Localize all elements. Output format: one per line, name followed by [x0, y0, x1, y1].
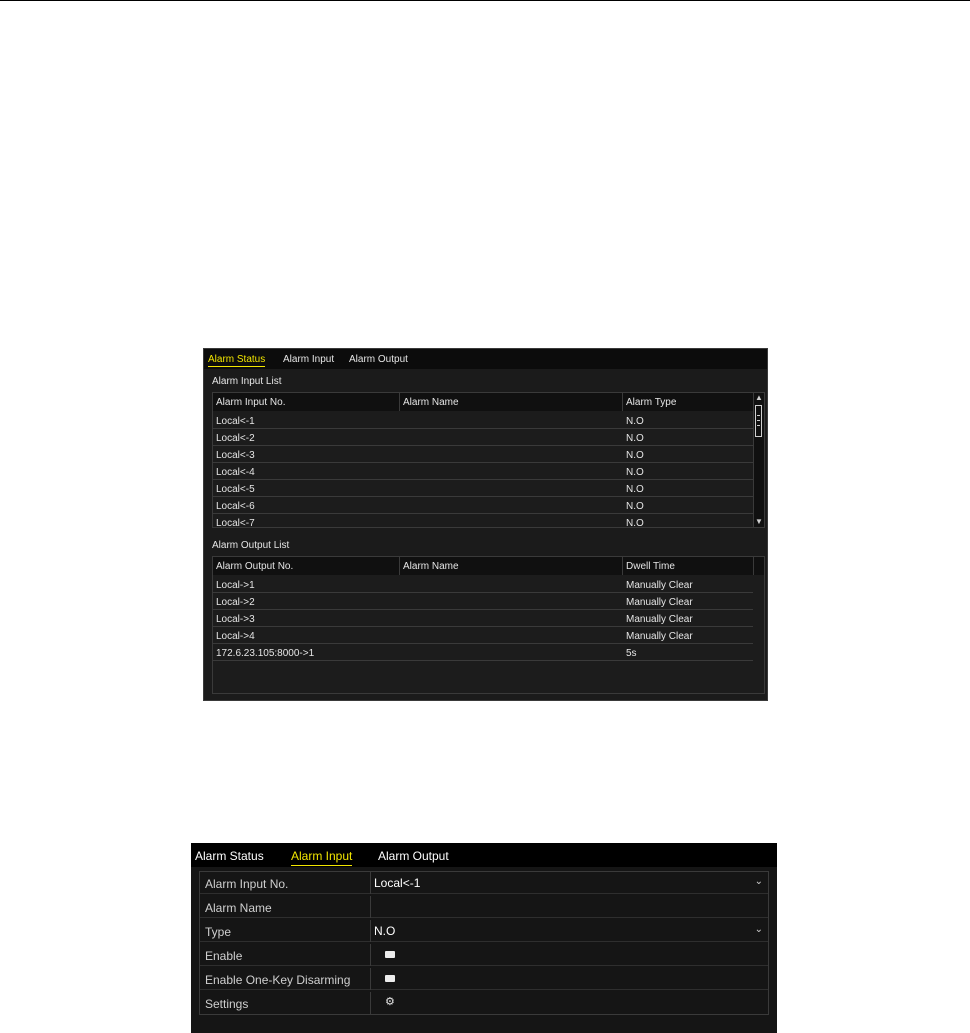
alarm-name-label: Alarm Name [205, 901, 272, 915]
column-divider [622, 557, 623, 575]
column-header-alarm-name[interactable]: Alarm Name [403, 397, 459, 408]
alarm-input-no-cell: Local<-5 [216, 484, 255, 495]
alarm-input-no-cell: Local<-2 [216, 433, 255, 444]
page-top-rule [0, 0, 970, 1]
dwell-time-cell: Manually Clear [626, 614, 693, 625]
alarm-type-cell: N.O [626, 484, 644, 495]
table-row[interactable] [213, 463, 753, 480]
grip-line [757, 415, 760, 416]
tab-alarm-status[interactable]: Alarm Status [208, 354, 266, 365]
field-divider [370, 992, 371, 1014]
tab-alarm-input[interactable]: Alarm Input [283, 354, 335, 365]
table-row[interactable] [213, 446, 753, 463]
dwell-time-cell: 5s [626, 648, 637, 659]
chevron-down-icon[interactable]: ⌄ [754, 924, 763, 935]
alarm-input-no-cell: Local<-4 [216, 467, 255, 478]
tab-bar [191, 843, 777, 867]
column-header-alarm-name[interactable]: Alarm Name [403, 561, 459, 572]
alarm-input-no-cell: Local<-6 [216, 501, 255, 512]
column-divider [622, 393, 623, 411]
table-row[interactable] [213, 610, 753, 627]
alarm-input-no-label: Alarm Input No. [205, 877, 289, 891]
alarm-input-no-select[interactable] [371, 872, 768, 893]
alarm-input-no-cell: Local<-3 [216, 450, 255, 461]
enable-label: Enable [205, 949, 243, 963]
column-header-alarm-type[interactable]: Alarm Type [626, 397, 677, 408]
field-divider [370, 944, 371, 966]
table-row[interactable] [213, 412, 753, 429]
alarm-output-list-title: Alarm Output List [212, 540, 290, 551]
alarm-output-no-cell: Local->2 [216, 597, 255, 608]
alarm-input-table-header [213, 393, 753, 411]
settings-label: Settings [205, 997, 249, 1011]
dwell-time-cell: Manually Clear [626, 580, 693, 591]
one-key-disarming-row [200, 968, 768, 990]
alarm-output-no-cell: 172.6.23.105:8000->1 [216, 648, 315, 659]
alarm-input-no-row [200, 872, 768, 894]
tab-alarm-output[interactable]: Alarm Output [349, 354, 408, 365]
alarm-input-no-cell: Local<-7 [216, 518, 255, 528]
settings-row [200, 992, 768, 1014]
table-row[interactable] [213, 644, 753, 661]
alarm-status-panel [203, 348, 768, 701]
grip-line [757, 425, 760, 426]
table-row[interactable] [213, 593, 753, 610]
table-row[interactable] [213, 480, 753, 497]
alarm-type-cell: N.O [626, 450, 644, 461]
chevron-down-icon[interactable]: ▼ [755, 517, 763, 526]
one-key-disarming-checkbox[interactable] [385, 975, 395, 982]
table-row[interactable] [213, 429, 753, 446]
tab-bar [204, 349, 767, 369]
table-row[interactable] [213, 514, 753, 528]
column-divider [399, 557, 400, 575]
vertical-scrollbar[interactable] [753, 393, 764, 527]
scrollbar-thumb[interactable] [755, 405, 762, 437]
column-divider [753, 557, 754, 575]
gear-icon[interactable]: ⚙ [385, 996, 395, 1008]
column-header-alarm-input-no[interactable]: Alarm Input No. [216, 397, 286, 408]
tab-alarm-status[interactable]: Alarm Status [195, 849, 264, 863]
alarm-input-no-value: Local<-1 [374, 876, 421, 890]
table-row[interactable] [213, 627, 753, 644]
alarm-input-table [212, 392, 765, 528]
one-key-disarming-label: Enable One-Key Disarming [205, 973, 351, 987]
enable-checkbox[interactable] [385, 951, 395, 958]
type-row [200, 920, 768, 942]
chevron-up-icon[interactable]: ▲ [755, 393, 763, 402]
dwell-time-cell: Manually Clear [626, 597, 693, 608]
alarm-output-table-header [213, 557, 764, 575]
alarm-input-panel [191, 843, 777, 1033]
alarm-type-cell: N.O [626, 501, 644, 512]
alarm-input-no-cell: Local<-1 [216, 416, 255, 427]
type-label: Type [205, 925, 232, 939]
alarm-output-no-cell: Local->3 [216, 614, 255, 625]
alarm-output-table [212, 556, 765, 694]
column-header-dwell-time[interactable]: Dwell Time [626, 561, 675, 572]
type-select[interactable] [371, 920, 768, 941]
column-divider [399, 393, 400, 411]
alarm-name-input[interactable] [374, 900, 764, 914]
table-row[interactable] [213, 497, 753, 514]
tab-alarm-input[interactable]: Alarm Input [291, 849, 352, 866]
tab-alarm-output[interactable]: Alarm Output [378, 849, 449, 863]
type-value: N.O [374, 924, 396, 938]
alarm-type-cell: N.O [626, 467, 644, 478]
alarm-type-cell: N.O [626, 433, 644, 444]
dwell-time-cell: Manually Clear [626, 631, 693, 642]
alarm-type-cell: N.O [626, 416, 644, 427]
alarm-output-no-cell: Local->4 [216, 631, 255, 642]
table-row[interactable] [213, 576, 753, 593]
chevron-down-icon[interactable]: ⌄ [754, 876, 763, 887]
alarm-output-no-cell: Local->1 [216, 580, 255, 591]
field-divider [370, 968, 371, 990]
alarm-input-form [199, 871, 769, 1015]
field-divider [370, 896, 371, 918]
grip-line [757, 420, 760, 421]
column-header-alarm-output-no[interactable]: Alarm Output No. [216, 561, 294, 572]
enable-row [200, 944, 768, 966]
alarm-input-list-title: Alarm Input List [212, 376, 282, 387]
alarm-type-cell: N.O [626, 518, 644, 528]
alarm-name-row [200, 896, 768, 918]
